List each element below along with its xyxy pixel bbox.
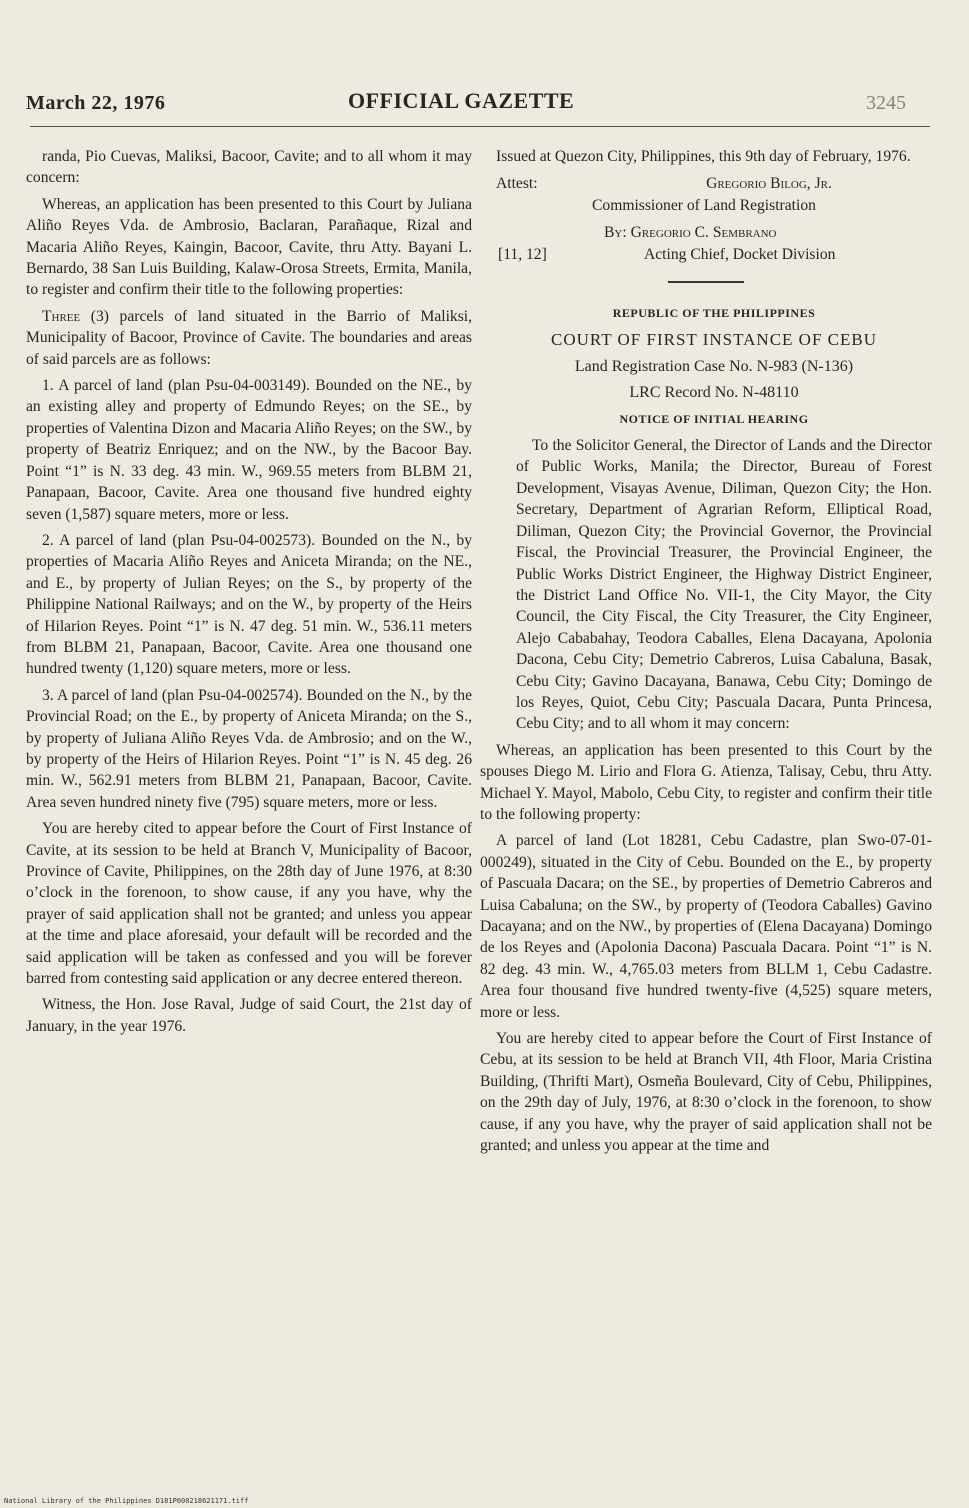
citation-paragraph-cebu: You are hereby cited to appear before the Court of First Instance of Cebu, at its session to be held at Branch VII, 4th Floor, Maria Cristina Building, (Thrifti Mart), Osmeña Boulevard, City of Cebu, Philippines, on the 29th day of July, 1976, at 8:30 o’clock in the forenoon, to show cause, if any you have, why the prayer of said application shall not be granted; and unless you appear at the time and bbox=[480, 1030, 932, 1155]
publication-title: OFFICIAL GAZETTE bbox=[348, 88, 575, 113]
parcel-2: 2. A parcel of land (plan Psu-04-002573). Bounded on the N., by properties of Macaria Aliño Reyes and Aniceta Miranda; on the NE., and E., by property of Julian Reyes; on the S., by property of the Philippine National Railways; and on the W., by property of the Heirs of Hilarion Reyes. Point “1” is N. 47 deg. 51 min. W., 536.11 meters from BLBM 21, Panapaan, Bacoor, Cavite. Area one thousand one hundred twenty (1,120) square meters, more or less. bbox=[26, 531, 472, 678]
parcel-1: 1. A parcel of land (plan Psu-04-003149). Bounded on the NE., by an existing alley and property of Edmundo Reyes; on the SE., by properties of Valentina Dizon and Macaria Aliño Reyes; on the SW., by property of Beatriz Enriquez; and on the NW., by the Bacoor Bay. Point “1” is N. 33 deg. 43 min. W., 969.55 meters from BLBM 21, Panapaan, Bacoor, Cavite. Area one thousand five hundred eighty seven (1,587) square meters, more or less. bbox=[26, 377, 472, 523]
notice-title: NOTICE OF INITIAL HEARING bbox=[619, 411, 809, 426]
parcels-intro-text: (3) parcels of land situated in the Barrio of Maliksi, Municipality of Bacoor, Province of Cavite. The boundaries and areas of said parcels are as follows: bbox=[26, 307, 472, 368]
parcel-3: 3. A parcel of land (plan Psu-04-002574). Bounded on the N., by the Provincial Road; on the E., by property of Aniceta Miranda; on the S., by property of Juliana Aliño Reyes Vda. de Ambrosio; and on the W., by property of the Heirs of Hilarion Reyes. Point “1” is N. 45 deg. 26 min. W., 562.91 meters from BLBM 21, Panapaan, Bacoor, Cavite. Area seven hundred ninety five (795) square meters, more or less. bbox=[26, 686, 472, 811]
attest-label: Attest: bbox=[496, 175, 538, 193]
whereas-paragraph: Whereas, an application has been presented to this Court by Juliana Aliño Reyes Vda. de Ambrosio, Baclaran, Parañaque, Rizal and Macaria Aliño Reyes, Kaingin, Bacoor, Cavite, thru Atty. Bayani L. Bernardo, 38 San Luis Building, Kalaw-Orosa Streets, Ermita, Manila, to register and confirm their title to the following properties: bbox=[26, 195, 472, 299]
page-header bbox=[0, 88, 969, 128]
by-title: Acting Chief, Docket Division bbox=[644, 245, 836, 263]
issue-date: March 22, 1976 bbox=[26, 92, 166, 114]
lrc-record-number: LRC Record No. N-48110 bbox=[629, 384, 799, 402]
section-divider bbox=[668, 281, 744, 283]
attest-row bbox=[480, 173, 932, 194]
republic-heading: REPUBLIC OF THE PHILIPPINES bbox=[612, 306, 816, 321]
citation-paragraph: You are hereby cited to appear before the Court of First Instance of Cavite, at its session to be held at Branch V, Municipality of Bacoor, Province of Cavite, Philippines, on the 28th day of June 1976, at 8:30 o’clock in the forenoon, to show cause, if any you have, why the prayer of said application shall not be granted; and unless you appear at the time and place aforesaid, your default will be recorded and the said application will be taken as confessed and you will be forever barred from contesting said application or any decree entered thereon. bbox=[26, 820, 472, 988]
attest-title: Commissioner of Land Registration bbox=[592, 196, 816, 214]
notice-code: [11, 12] bbox=[498, 245, 547, 263]
parcels-intro bbox=[26, 306, 472, 370]
header-rule bbox=[30, 126, 930, 127]
court-heading: COURT OF FIRST INSTANCE OF CEBU bbox=[550, 330, 878, 350]
scan-footer: National Library of the Philippines D181P000218621171.tiff bbox=[4, 1497, 249, 1505]
attest-signatory: Gregorio Bilog, Jr. bbox=[706, 175, 832, 193]
case-number: Land Registration Case No. N-983 (N-136) bbox=[574, 357, 854, 375]
witness-paragraph: Witness, the Hon. Jose Raval, Judge of said Court, the 21st day of January, in the year 1976. bbox=[26, 996, 472, 1035]
by-signatory: By: Gregorio C. Sembrano bbox=[604, 224, 777, 242]
continued-addressees: randa, Pio Cuevas, Maliksi, Bacoor, Cavite; and to all whom it may concern: bbox=[26, 148, 472, 187]
page-number: 3245 bbox=[866, 92, 906, 114]
addressees-paragraph: To the Solicitor General, the Director of Lands and the Director of Public Works, Manila; the Director, Bureau of Forest Development, Visayas Avenue, Diliman, Quezon City; the Hon. Secretary, Department of Agrarian Reform, Elliptical Road, Diliman, Quezon City; the Provincial Governor, the Provincial Fiscal, the Provincial Treasurer, the Provincial Engineer, the Public Works District Engineer, the Highway District Engineer, the District Land Office No. VII-1, the City Mayor, the City Council, the City Fiscal, the City Treasurer, the City Engineer, Alejo Cababahay, Teodora Caballes, Elena Dacayana, Apolonia Dacona, Cebu City; Demetrio Cabreros, Luisa Cabaluna, Basak, Cebu City; Gavino Dacayana, Banawa, Cebu City; Domingo de los Reyes, Quiot, Cebu City; Pascuala Dacara, Punta Princesa, Cebu City; and to all whom it may concern: bbox=[516, 437, 932, 733]
parcel-cebu: A parcel of land (Lot 18281, Cebu Cadastre, plan Swo-07-01-000249), situated in the City of Cebu. Bounded on the E., by property of Pascuala Dacara; on the SE., by properties of Demetrio Cabreros and Luisa Cabaluna; on the SW., by property of (Teodora Caballes) Gavino Dacayana; and on the NW., by properties of (Elena Dacayana) Domingo de los Reyes and (Apolonia Dacona) Pascuala Dacara. Point “1” is N. 82 deg. 43 min. W., 4,765.03 meters from BLLM 1, Cebu Cadastre. Area four thousand five hundred twenty-five (4,525) square meters, more or less. bbox=[480, 832, 932, 1021]
right-column bbox=[480, 146, 932, 1161]
parcels-intro-lead: Three bbox=[42, 307, 81, 325]
signature-footer bbox=[480, 244, 932, 265]
whereas-paragraph-cebu: Whereas, an application has been presented to this Court by the spouses Diego M. Lirio and Flora G. Atienza, Talisay, Cebu, thru Atty. Michael Y. Mayol, Mabolo, Cebu City, to register and confirm their title to the following property: bbox=[480, 741, 932, 823]
issued-paragraph: Issued at Quezon City, Philippines, this 9th day of February, 1976. bbox=[496, 148, 911, 165]
left-column bbox=[26, 146, 472, 1042]
